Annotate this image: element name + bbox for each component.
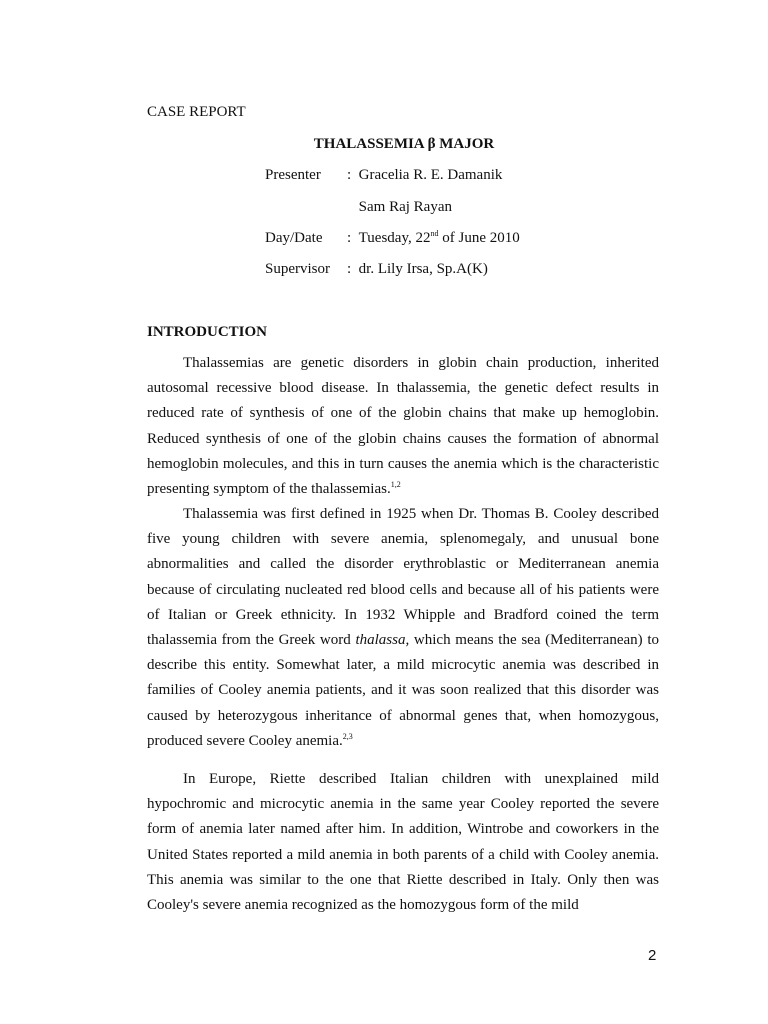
day-date-value: Tuesday, 22nd of June 2010	[358, 229, 520, 246]
case-report-label: CASE REPORT	[147, 104, 246, 120]
paragraph-3: In Europe, Riette described Italian children with unexplained mild hypochromic and microcytic anemia in the same year Cooley reported the severe form of anemia later named after him. In addition, Wintrobe and coworkers in the United States reported a mild anemia in both parents of a child with Cooley anemia. This anemia was similar to the one that Riette described in Italy. Only then was Cooley's severe anemia recognized as the homozygous form of the mild	[147, 771, 659, 914]
presenter-name-1: Gracelia R. E. Damanik	[358, 167, 503, 183]
supervisor-name: dr. Lily Irsa, Sp.A(K)	[358, 261, 488, 277]
date-ordinal: nd	[430, 229, 439, 238]
citation-ref: 1,2	[390, 480, 401, 490]
presenter-colon: :	[347, 167, 352, 183]
introduction-heading: INTRODUCTION	[147, 324, 268, 340]
citation-ref: 2,3	[342, 731, 353, 741]
presenter-label: Presenter	[265, 167, 321, 183]
paragraph-2: Thalassemia was first defined in 1925 when Dr. Thomas B. Cooley described five young children with severe anemia, splenomegaly, and unusual bone abnormalities and called the disorder erythroblastic or Mediterranean anemia because of circulating nucleated red blood cells and because all of his patients were of Italian or Greek ethnicity. In 1932 Whipple and Bradford coined the term thalassemia from the Greek word thalassa, which means the sea (Mediterranean) to describe this entity. Somewhat later, a mild microcytic anemia was described in families of Cooley anemia patients, and it was soon realized that this disorder was caused by heterozygous inheritance of abnormal genes that, when homozygous, produced severe Cooley anemia.$^{2,3}$	[147, 506, 659, 749]
presenter-row	[265, 166, 503, 184]
paragraph-1: Thalassemias are genetic disorders in globin chain production, inherited autosomal recessive blood disease. In thalassemia, the genetic defect results in reduced rate of synthesis of one of the globin chains that make up hemoglobin. Reduced synthesis of one of the globin chains causes the formation of abnormal hemoglobin molecules, and this in turn causes the anemia which is the characteristic presenting symptom of the thalassemias.$^{1,2}$	[147, 355, 659, 498]
presenter-row-2	[265, 198, 452, 216]
supervisor-label: Supervisor	[265, 261, 330, 277]
supervisor-row	[265, 260, 488, 278]
page-number: 2	[648, 947, 657, 964]
day-date-colon: :	[347, 230, 352, 246]
supervisor-colon: :	[347, 261, 352, 277]
italic-term: thalassa,	[355, 632, 410, 649]
document-title: THALASSEMIA β MAJOR	[313, 136, 495, 152]
presenter-name-2: Sam Raj Rayan	[358, 199, 452, 215]
day-date-row	[265, 229, 520, 247]
day-date-label: Day/Date	[265, 230, 323, 246]
